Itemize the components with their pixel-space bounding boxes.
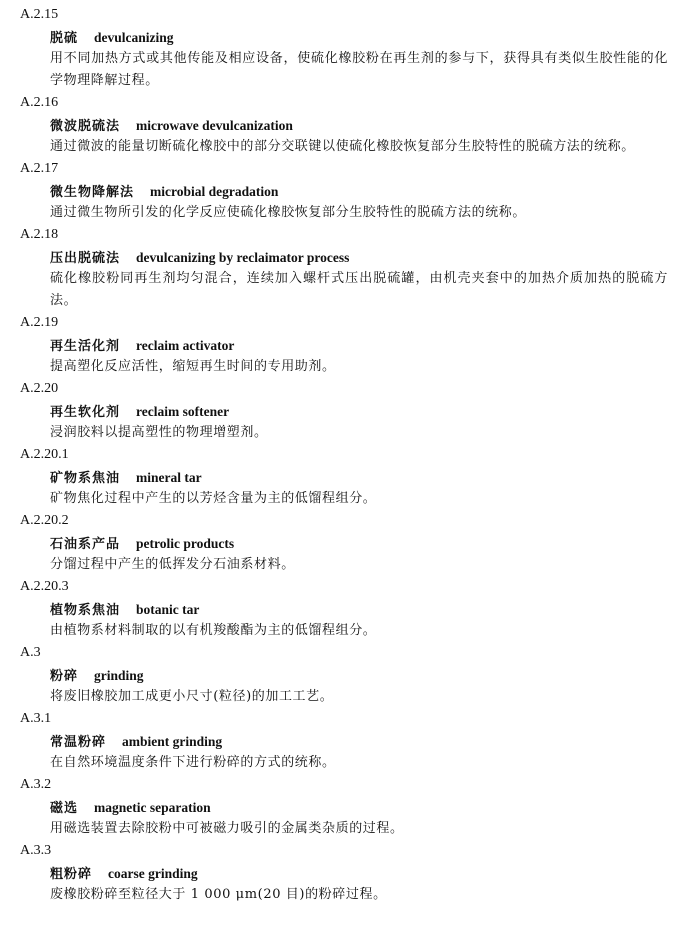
term-heading xyxy=(50,532,686,554)
term-definition: 废橡胶粉碎至粒径大于 1 000 μm(20 目)的粉碎过程。 xyxy=(50,887,387,902)
term-heading xyxy=(50,334,686,356)
term-english: coarse grinding xyxy=(108,866,198,881)
term-chinese: 微生物降解法 xyxy=(50,185,135,200)
term-entry xyxy=(0,4,686,92)
term-english: microbial degradation xyxy=(150,184,279,199)
term-definition: 浸润胶料以提高塑性的物理增塑剂。 xyxy=(50,425,268,440)
term-chinese: 脱硫 xyxy=(50,31,79,46)
term-english: mineral tar xyxy=(136,470,202,485)
term-heading xyxy=(50,796,686,818)
term-definition: 通过微波的能量切断硫化橡胶中的部分交联键以使硫化橡胶恢复部分生胶特性的脱硫方法的统称。 xyxy=(50,139,635,154)
term-chinese: 粉碎 xyxy=(50,669,79,684)
term-chinese: 植物系焦油 xyxy=(50,603,121,618)
term-chinese: 再生软化剂 xyxy=(50,405,121,420)
clause-number: A.2.17 xyxy=(20,161,59,176)
term-chinese: 矿物系焦油 xyxy=(50,471,121,486)
term-chinese: 石油系产品 xyxy=(50,537,121,552)
term-definition: 通过微生物所引发的化学反应使硫化橡胶恢复部分生胶特性的脱硫方法的统称。 xyxy=(50,205,527,220)
term-english: ambient grinding xyxy=(122,734,223,749)
term-heading xyxy=(50,730,686,752)
clause-number: A.3 xyxy=(20,645,41,660)
term-entry xyxy=(0,92,686,158)
term-english: petrolic products xyxy=(136,536,235,551)
clause-number: A.3.2 xyxy=(20,777,52,792)
term-heading xyxy=(50,862,686,884)
term-heading xyxy=(50,246,686,268)
term-entry xyxy=(0,444,686,510)
term-chinese: 微波脱硫法 xyxy=(50,119,121,134)
term-entry xyxy=(0,642,686,708)
term-entry xyxy=(0,224,686,312)
term-entry xyxy=(0,840,686,906)
clause-number: A.2.15 xyxy=(20,7,59,22)
term-heading xyxy=(50,180,686,202)
term-chinese: 粗粉碎 xyxy=(50,867,93,882)
term-definition: 提高塑化反应活性，缩短再生时间的专用助剂。 xyxy=(50,359,336,374)
term-heading xyxy=(50,598,686,620)
term-entry xyxy=(0,158,686,224)
term-definition: 由植物系材料制取的以有机羧酸酯为主的低馏程组分。 xyxy=(50,623,377,638)
term-english: microwave devulcanization xyxy=(136,118,293,133)
term-definition: 在自然环境温度条件下进行粉碎的方式的统称。 xyxy=(50,755,336,770)
term-definition: 分馏过程中产生的低挥发分石油系材料。 xyxy=(50,557,295,572)
term-chinese: 再生活化剂 xyxy=(50,339,121,354)
term-heading xyxy=(50,400,686,422)
clause-number: A.2.19 xyxy=(20,315,59,330)
term-entry xyxy=(0,708,686,774)
term-definition: 用磁选装置去除胶粉中可被磁力吸引的金属类杂质的过程。 xyxy=(50,821,404,836)
clause-number: A.2.20.2 xyxy=(20,513,69,528)
clause-number: A.3.3 xyxy=(20,843,52,858)
term-english: devulcanizing xyxy=(94,30,174,45)
term-english: botanic tar xyxy=(136,602,200,617)
term-entry xyxy=(0,774,686,840)
clause-number: A.2.20.3 xyxy=(20,579,69,594)
term-chinese: 磁选 xyxy=(50,801,79,816)
term-english: reclaim softener xyxy=(136,404,230,419)
term-definition: 用不同加热方式或其他传能及相应设备，使硫化橡胶粉在再生剂的参与下，获得具有类似生胶性能的化学物理降解过程。 xyxy=(50,51,668,88)
term-english: grinding xyxy=(94,668,144,683)
clause-number: A.2.20.1 xyxy=(20,447,69,462)
term-entry xyxy=(0,378,686,444)
term-english: magnetic separation xyxy=(94,800,211,815)
term-heading xyxy=(50,466,686,488)
term-definition: 将废旧橡胶加工成更小尺寸(粒径)的加工工艺。 xyxy=(50,689,334,704)
term-definition: 硫化橡胶粉同再生剂均匀混合，连续加入螺杆式压出脱硫罐，由机壳夹套中的加热介质加热的脱硫方法。 xyxy=(50,271,668,308)
term-chinese: 常温粉碎 xyxy=(50,735,107,750)
clause-number: A.3.1 xyxy=(20,711,52,726)
term-heading xyxy=(50,26,686,48)
clause-number: A.2.20 xyxy=(20,381,59,396)
term-chinese: 压出脱硫法 xyxy=(50,251,121,266)
term-entry xyxy=(0,576,686,642)
term-heading xyxy=(50,664,686,686)
term-english: reclaim activator xyxy=(136,338,235,353)
term-entry xyxy=(0,312,686,378)
term-heading xyxy=(50,114,686,136)
clause-number: A.2.16 xyxy=(20,95,59,110)
term-definition: 矿物焦化过程中产生的以芳烃含量为主的低馏程组分。 xyxy=(50,491,377,506)
term-english: devulcanizing by reclaimator process xyxy=(136,250,350,265)
clause-number: A.2.18 xyxy=(20,227,59,242)
term-entry xyxy=(0,510,686,576)
